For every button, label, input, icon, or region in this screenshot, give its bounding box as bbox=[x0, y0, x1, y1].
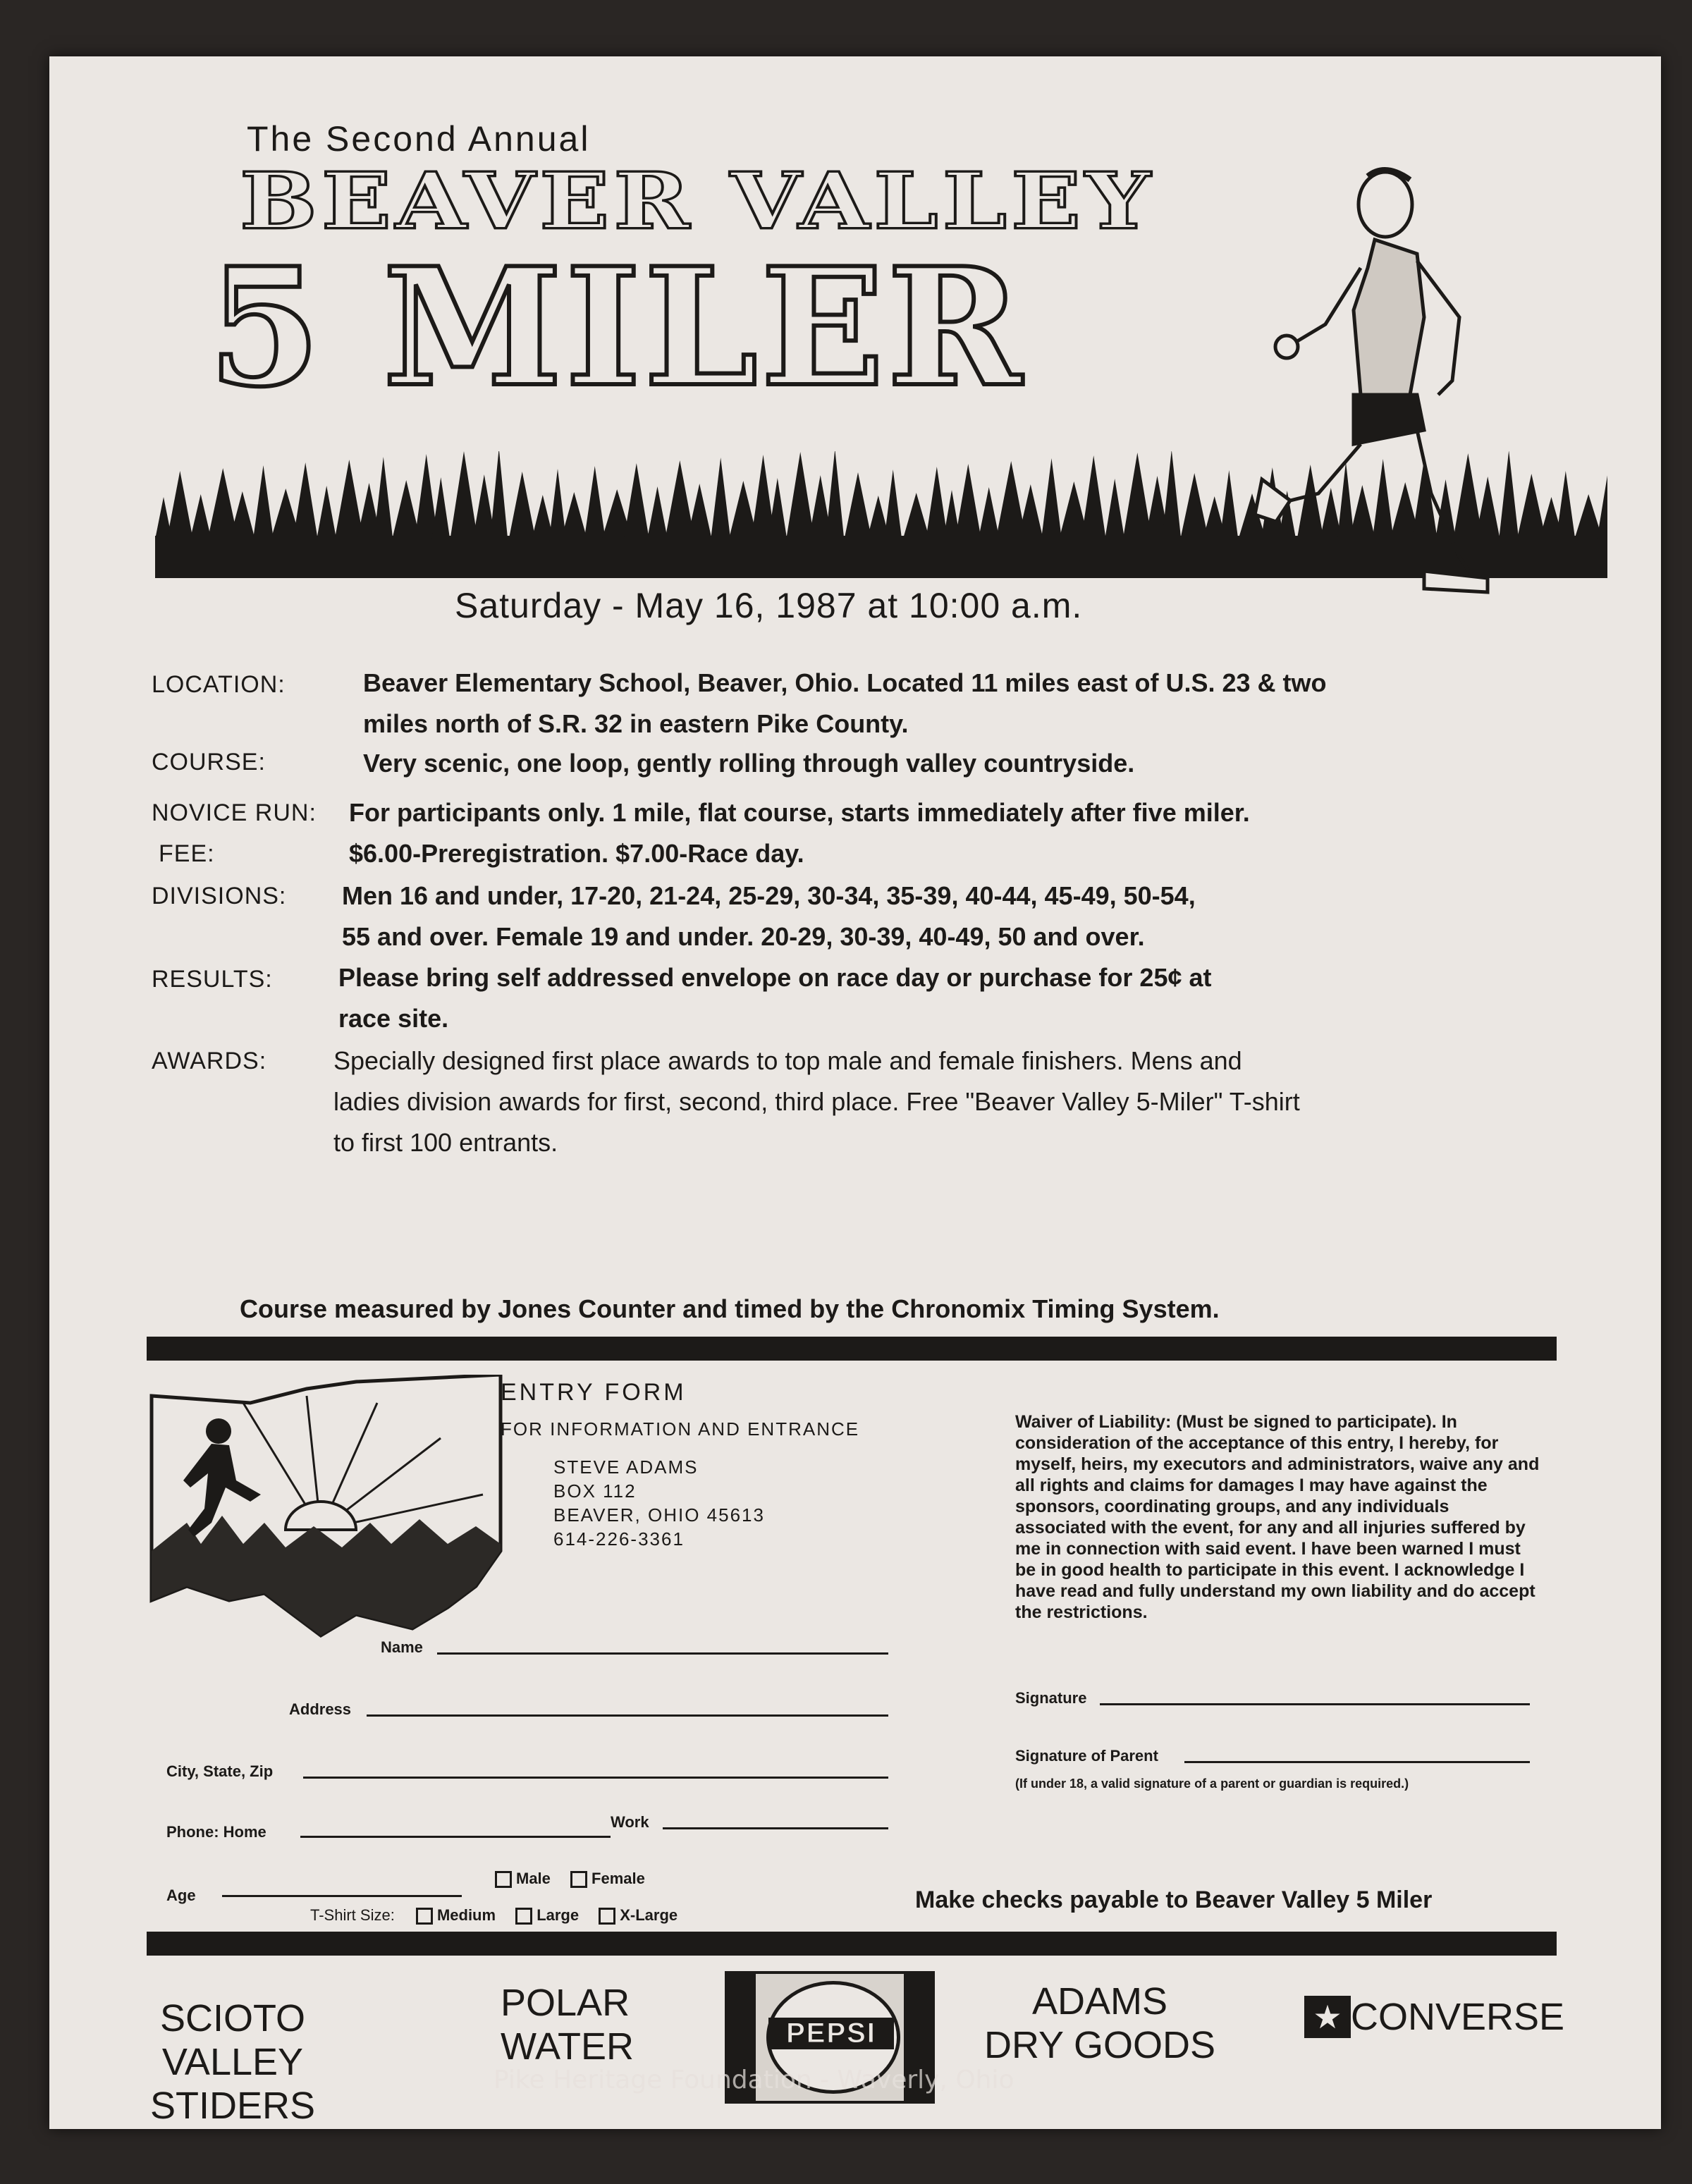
signature-field[interactable] bbox=[1100, 1703, 1530, 1705]
info-label: AWARDS: bbox=[152, 1048, 267, 1074]
info-value: Please bring self addressed envelope on race day or purchase for 25¢ at race site. bbox=[338, 963, 1212, 1033]
info-label: DIVISIONS: bbox=[152, 883, 287, 909]
name-label: Name bbox=[381, 1638, 423, 1656]
parent-signature-field[interactable] bbox=[1184, 1761, 1530, 1763]
watermark: Pike Heritage Foundation - Waverly, Ohio bbox=[494, 2066, 1014, 2094]
subtitle: The Second Annual bbox=[247, 119, 591, 159]
sponsor-polar-water: POLAR WATER bbox=[501, 1982, 634, 2068]
checks-payable-note: Make checks payable to Beaver Valley 5 Miler bbox=[915, 1887, 1433, 1913]
male-checkbox[interactable]: Male bbox=[495, 1870, 551, 1887]
parent-signature-note: (If under 18, a valid signature of a parent or guardian is required.) bbox=[1015, 1777, 1409, 1791]
phone-home-field[interactable] bbox=[300, 1836, 611, 1838]
course-measured-note: Course measured by Jones Counter and timed by the Chronomix Timing System. bbox=[240, 1294, 1220, 1323]
xlarge-checkbox[interactable]: X-Large bbox=[599, 1906, 678, 1924]
city-state-zip-field[interactable] bbox=[303, 1777, 888, 1779]
sponsor-adams-dry-goods: ADAMS DRY GOODS bbox=[983, 1980, 1216, 2066]
info-label: FEE: bbox=[159, 840, 215, 867]
parent-signature-label: Signature of Parent bbox=[1015, 1747, 1158, 1765]
phone-home-label: Phone: Home bbox=[166, 1823, 266, 1841]
divider-bar-bottom bbox=[147, 1932, 1557, 1956]
age-label: Age bbox=[166, 1887, 196, 1904]
info-value: Men 16 and under, 17-20, 21-24, 25-29, 30-34, 35-39, 40-44, 45-49, 50-54, 55 and over. Female 19 and under. 20-29, 30-39, 40-49, 50 and over. bbox=[342, 881, 1196, 951]
flyer-paper bbox=[49, 56, 1661, 2129]
converse-text: CONVERSE bbox=[1351, 1996, 1565, 2038]
star-icon: ★ bbox=[1304, 1996, 1351, 2038]
info-label: NOVICE RUN: bbox=[152, 799, 317, 826]
medium-checkbox[interactable]: Medium bbox=[416, 1906, 496, 1924]
phone-work-field[interactable] bbox=[663, 1827, 888, 1829]
info-value: Very scenic, one loop, gently rolling through valley countryside. bbox=[363, 749, 1135, 778]
contact-box: BOX 112 bbox=[553, 1480, 637, 1502]
info-value: For participants only. 1 mile, flat course, starts immediately after five miler. bbox=[349, 798, 1250, 827]
info-label: LOCATION: bbox=[152, 671, 286, 698]
info-label: COURSE: bbox=[152, 749, 266, 775]
contact-name: STEVE ADAMS bbox=[553, 1456, 699, 1478]
waiver-of-liability: Waiver of Liability: (Must be signed to participate). In consideration of the acceptance of this entry, I hereby, for myself, heirs, my executors and administrators, waive any and all rights and claims for damages I may have against the sponsors, coordinating groups, and any individuals associated with the event, for any and all injuries suffered by me in connection with said event. I have been warned I must be in good health to participate in this event. I acknowledge I have read and fully understand my own liability and do accept the restrictions. bbox=[1015, 1412, 1540, 1622]
info-label: RESULTS: bbox=[152, 966, 273, 993]
pepsi-logo-text: PEPSI bbox=[768, 2018, 894, 2049]
entry-form-subtitle: FOR INFORMATION AND ENTRANCE bbox=[501, 1418, 860, 1440]
tshirt-size-label: T-Shirt Size: bbox=[310, 1906, 395, 1924]
large-checkbox[interactable]: Large bbox=[515, 1906, 579, 1924]
name-field[interactable] bbox=[437, 1652, 888, 1655]
info-value: Beaver Elementary School, Beaver, Ohio. Located 11 miles east of U.S. 23 & two miles north of S.R. 32 in eastern Pike County. bbox=[363, 668, 1327, 738]
ohio-runner-graphic bbox=[145, 1375, 511, 1643]
address-label: Address bbox=[289, 1700, 352, 1718]
sponsor-converse bbox=[1304, 1995, 1564, 2039]
phone-work-label: Work bbox=[611, 1813, 649, 1831]
info-value: $6.00-Preregistration. $7.00-Race day. bbox=[349, 839, 804, 868]
title-5-miler: 5 MILER bbox=[208, 233, 1025, 423]
age-field[interactable] bbox=[222, 1895, 462, 1897]
contact-phone: 614-226-3361 bbox=[553, 1528, 685, 1550]
divider-bar bbox=[147, 1337, 1557, 1361]
tshirt-size-options bbox=[310, 1906, 678, 1925]
address-field[interactable] bbox=[367, 1714, 888, 1717]
title-beaver-valley: BEAVER VALLEY bbox=[240, 155, 1155, 247]
entry-form-title: ENTRY FORM bbox=[501, 1379, 687, 1406]
event-date: Saturday - May 16, 1987 at 10:00 a.m. bbox=[455, 586, 1083, 625]
sex-options bbox=[495, 1870, 645, 1888]
info-value: Specially designed first place awards to top male and female finishers. Mens and ladies division awards for first, second, third place. Free "Beaver Valley 5-Miler" T-shirt to first 100 entrants. bbox=[333, 1046, 1300, 1157]
city-state-zip-label: City, State, Zip bbox=[166, 1762, 274, 1780]
signature-label: Signature bbox=[1015, 1689, 1087, 1707]
sponsor-scioto: SCIOTO VALLEY STIDERS bbox=[149, 1997, 316, 2127]
female-checkbox[interactable]: Female bbox=[570, 1870, 645, 1887]
contact-city: BEAVER, OHIO 45613 bbox=[553, 1504, 765, 1526]
runner-illustration bbox=[1248, 162, 1544, 599]
